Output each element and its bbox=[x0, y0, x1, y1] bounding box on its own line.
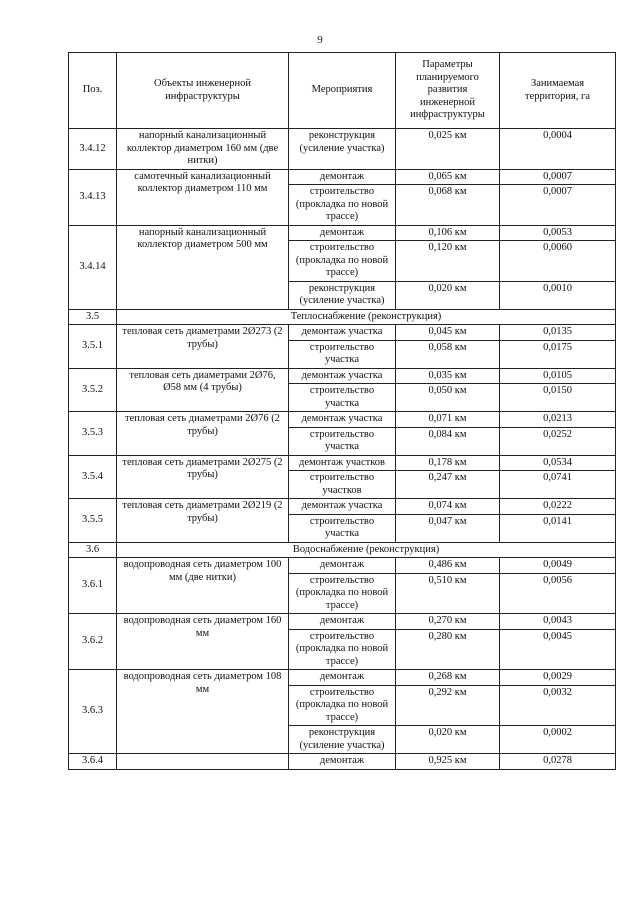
row-param: 0,020 км bbox=[396, 726, 500, 754]
row-area: 0,0056 bbox=[500, 573, 616, 614]
table-row bbox=[69, 169, 616, 185]
row-area: 0,0175 bbox=[500, 340, 616, 368]
table-row bbox=[69, 670, 616, 686]
row-object: тепловая сеть диаметрами 2Ø275 (2 трубы) bbox=[117, 455, 289, 499]
row-measure: строительство (прокладка по новой трассе) bbox=[289, 629, 396, 670]
row-measure: демонтаж bbox=[289, 670, 396, 686]
row-param: 0,068 км bbox=[396, 185, 500, 226]
row-pos: 3.4.13 bbox=[69, 169, 117, 225]
row-param: 0,486 км bbox=[396, 558, 500, 574]
row-pos: 3.5.2 bbox=[69, 368, 117, 412]
row-measure: строительство участка bbox=[289, 514, 396, 542]
row-object: тепловая сеть диаметрами 2Ø219 (2 трубы) bbox=[117, 499, 289, 543]
row-pos: 3.5.5 bbox=[69, 499, 117, 543]
row-measure: демонтаж bbox=[289, 558, 396, 574]
row-measure: демонтаж bbox=[289, 614, 396, 630]
section-label: Теплоснабжение (реконструкция) bbox=[117, 309, 616, 325]
row-area: 0,0053 bbox=[500, 225, 616, 241]
row-area: 0,0010 bbox=[500, 281, 616, 309]
row-measure: демонтаж bbox=[289, 225, 396, 241]
row-measure: строительство участка bbox=[289, 384, 396, 412]
row-measure: демонтаж bbox=[289, 169, 396, 185]
header-pos: Поз. bbox=[69, 53, 117, 129]
row-pos: 3.4.14 bbox=[69, 225, 117, 309]
row-measure: строительство (прокладка по новой трассе) bbox=[289, 241, 396, 282]
row-measure: реконструкция (усиление участка) bbox=[289, 281, 396, 309]
row-area: 0,0045 bbox=[500, 629, 616, 670]
row-object: напорный канализационный коллектор диаметром 500 мм bbox=[117, 225, 289, 309]
row-param: 0,065 км bbox=[396, 169, 500, 185]
row-area: 0,0002 bbox=[500, 726, 616, 754]
row-pos: 3.5.1 bbox=[69, 325, 117, 369]
row-param: 0,270 км bbox=[396, 614, 500, 630]
row-object: водопроводная сеть диаметром 108 мм bbox=[117, 670, 289, 754]
table-row bbox=[69, 129, 616, 170]
row-pos: 3.6.3 bbox=[69, 670, 117, 754]
row-pos: 3.6.2 bbox=[69, 614, 117, 670]
row-measure: демонтаж участка bbox=[289, 499, 396, 515]
row-area: 0,0032 bbox=[500, 685, 616, 726]
table-row bbox=[69, 614, 616, 630]
section-pos: 3.5 bbox=[69, 309, 117, 325]
row-area: 0,0213 bbox=[500, 412, 616, 428]
row-area: 0,0029 bbox=[500, 670, 616, 686]
row-area: 0,0007 bbox=[500, 169, 616, 185]
row-object: тепловая сеть диаметрами 2Ø273 (2 трубы) bbox=[117, 325, 289, 369]
row-param: 0,247 км bbox=[396, 471, 500, 499]
row-pos: 3.4.12 bbox=[69, 129, 117, 170]
row-area: 0,0043 bbox=[500, 614, 616, 630]
header-params: Параметры планируемого развития инженерной инфраструктуры bbox=[396, 53, 500, 129]
row-pos: 3.6.1 bbox=[69, 558, 117, 614]
row-measure: демонтаж bbox=[289, 754, 396, 770]
table-row bbox=[69, 754, 616, 770]
row-area: 0,0105 bbox=[500, 368, 616, 384]
row-param: 0,045 км bbox=[396, 325, 500, 341]
table-row bbox=[69, 325, 616, 341]
row-pos: 3.5.4 bbox=[69, 455, 117, 499]
row-area: 0,0252 bbox=[500, 427, 616, 455]
row-pos: 3.5.3 bbox=[69, 412, 117, 456]
row-param: 0,120 км bbox=[396, 241, 500, 282]
row-area: 0,0534 bbox=[500, 455, 616, 471]
row-param: 0,084 км bbox=[396, 427, 500, 455]
row-param: 0,510 км bbox=[396, 573, 500, 614]
table-row bbox=[69, 412, 616, 428]
row-area: 0,0741 bbox=[500, 471, 616, 499]
row-param: 0,047 км bbox=[396, 514, 500, 542]
row-measure: демонтаж участка bbox=[289, 325, 396, 341]
table-row bbox=[69, 499, 616, 515]
table-row bbox=[69, 558, 616, 574]
row-measure: строительство участка bbox=[289, 427, 396, 455]
page-number: 9 bbox=[317, 34, 323, 46]
row-area: 0,0135 bbox=[500, 325, 616, 341]
row-object: самотечный канализационный коллектор диаметром 110 мм bbox=[117, 169, 289, 225]
infrastructure-table bbox=[68, 52, 616, 770]
header-area: Занимаемая территория, га bbox=[500, 53, 616, 129]
row-area: 0,0141 bbox=[500, 514, 616, 542]
row-param: 0,925 км bbox=[396, 754, 500, 770]
row-object: тепловая сеть диаметрами 2Ø76 (2 трубы) bbox=[117, 412, 289, 456]
row-object: напорный канализационный коллектор диаметром 160 мм (две нитки) bbox=[117, 129, 289, 170]
row-measure: реконструкция (усиление участка) bbox=[289, 726, 396, 754]
row-param: 0,020 км bbox=[396, 281, 500, 309]
table-row bbox=[69, 455, 616, 471]
row-param: 0,058 км bbox=[396, 340, 500, 368]
table-header-row bbox=[69, 53, 616, 129]
section-label: Водоснабжение (реконструкция) bbox=[117, 542, 616, 558]
row-param: 0,071 км bbox=[396, 412, 500, 428]
row-param: 0,050 км bbox=[396, 384, 500, 412]
row-object: водопроводная сеть диаметром 160 мм bbox=[117, 614, 289, 670]
row-measure: демонтаж участка bbox=[289, 412, 396, 428]
section-row bbox=[69, 542, 616, 558]
row-object: тепловая сеть диаметрами 2Ø76, Ø58 мм (4 трубы) bbox=[117, 368, 289, 412]
section-pos: 3.6 bbox=[69, 542, 117, 558]
row-param: 0,074 км bbox=[396, 499, 500, 515]
row-param: 0,280 км bbox=[396, 629, 500, 670]
row-param: 0,025 км bbox=[396, 129, 500, 170]
row-measure: строительство (прокладка по новой трассе) bbox=[289, 185, 396, 226]
section-row bbox=[69, 309, 616, 325]
row-measure: строительство участка bbox=[289, 340, 396, 368]
row-measure: демонтаж участка bbox=[289, 368, 396, 384]
row-measure: реконструкция (усиление участка) bbox=[289, 129, 396, 170]
row-area: 0,0004 bbox=[500, 129, 616, 170]
row-param: 0,106 км bbox=[396, 225, 500, 241]
row-area: 0,0222 bbox=[500, 499, 616, 515]
row-area: 0,0049 bbox=[500, 558, 616, 574]
row-area: 0,0278 bbox=[500, 754, 616, 770]
row-pos: 3.6.4 bbox=[69, 754, 117, 770]
table-row bbox=[69, 368, 616, 384]
header-measure: Мероприятия bbox=[289, 53, 396, 129]
row-measure: строительство (прокладка по новой трассе) bbox=[289, 573, 396, 614]
row-area: 0,0150 bbox=[500, 384, 616, 412]
row-object bbox=[117, 754, 289, 770]
row-measure: строительство (прокладка по новой трассе) bbox=[289, 685, 396, 726]
row-object: водопроводная сеть диаметром 100 мм (две нитки) bbox=[117, 558, 289, 614]
row-param: 0,178 км bbox=[396, 455, 500, 471]
row-measure: демонтаж участков bbox=[289, 455, 396, 471]
table-row bbox=[69, 225, 616, 241]
row-area: 0,0007 bbox=[500, 185, 616, 226]
row-area: 0,0060 bbox=[500, 241, 616, 282]
row-param: 0,292 км bbox=[396, 685, 500, 726]
header-object: Объекты инженерной инфраструктуры bbox=[117, 53, 289, 129]
row-measure: строительство участков bbox=[289, 471, 396, 499]
row-param: 0,035 км bbox=[396, 368, 500, 384]
row-param: 0,268 км bbox=[396, 670, 500, 686]
